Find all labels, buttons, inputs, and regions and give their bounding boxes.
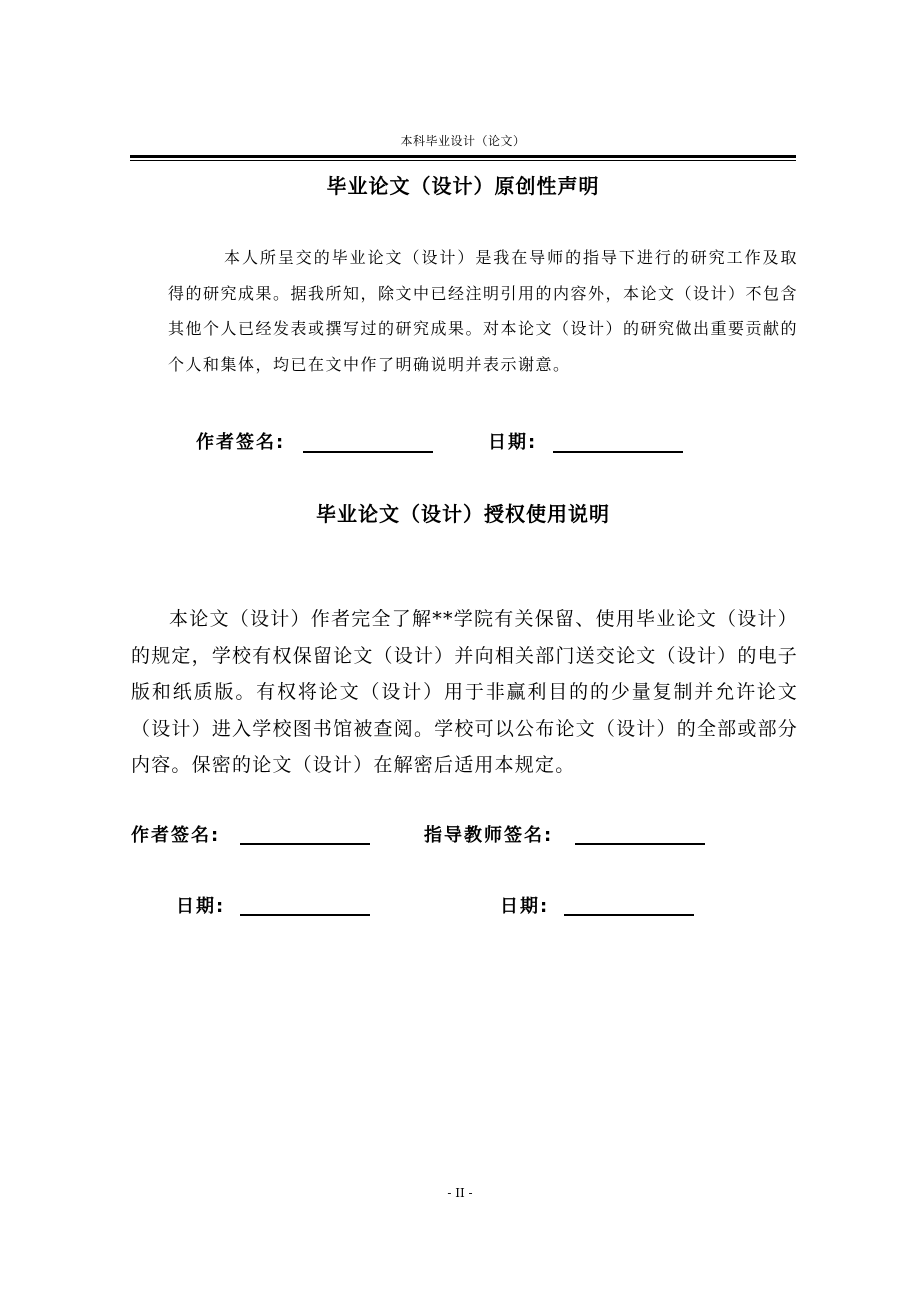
- authorization-body: 本论文（设计）作者完全了解**学院有关保留、使用毕业论文（设计）的规定，学校有权保留论文（设计）并向相关部门送交论文（设计）的电子版和纸质版。有权将论文（设计）用于非赢利目的的少量复制并允许论文（设计）进入学校图书馆被查阅。学校可以公布论文（设计）的全部或部分内容。保密的论文（设计）在解密后适用本规定。: [131, 608, 798, 776]
- declaration-date-row: [488, 428, 537, 454]
- page-number: - II -: [447, 1186, 473, 1200]
- authorization-author-signature-row: [131, 821, 220, 847]
- authorization-title: 毕业论文（设计）授权使用说明: [316, 502, 610, 526]
- header-rule: [130, 155, 796, 158]
- advisor-signature-label: 指导教师签名:: [424, 825, 554, 846]
- date-label: 日期:: [488, 432, 538, 453]
- declaration-body: 本人所呈交的毕业论文（设计）是我在导师的指导下进行的研究工作及取得的研究成果。据我所知，除文中已经注明引用的内容外，本论文（设计）不包含其他个人已经发表或撰写过的研究成果。对本论文（设计）的研究做出重要贡献的个人和集体，均已在文中作了明确说明并表示谢意。: [168, 248, 799, 374]
- author-signature-field[interactable]: [240, 843, 370, 845]
- date-field[interactable]: [553, 451, 683, 453]
- declaration-author-signature-row: [196, 428, 285, 454]
- author-date-label: 日期:: [176, 896, 226, 917]
- author-date-field[interactable]: [240, 914, 370, 916]
- header-rule-thin: [130, 160, 796, 161]
- author-signature-label: 作者签名:: [131, 825, 221, 846]
- author-date-row: [176, 892, 225, 918]
- declaration-title: 毕业论文（设计）原创性声明: [326, 174, 600, 198]
- author-signature-label: 作者签名:: [196, 432, 286, 453]
- advisor-date-label: 日期:: [500, 896, 550, 917]
- running-header: 本科毕业设计（论文）: [400, 134, 526, 148]
- advisor-date-field[interactable]: [564, 914, 694, 916]
- advisor-signature-field[interactable]: [575, 843, 705, 845]
- advisor-date-row: [500, 892, 549, 918]
- author-signature-field[interactable]: [303, 451, 433, 453]
- advisor-signature-row: [424, 821, 553, 847]
